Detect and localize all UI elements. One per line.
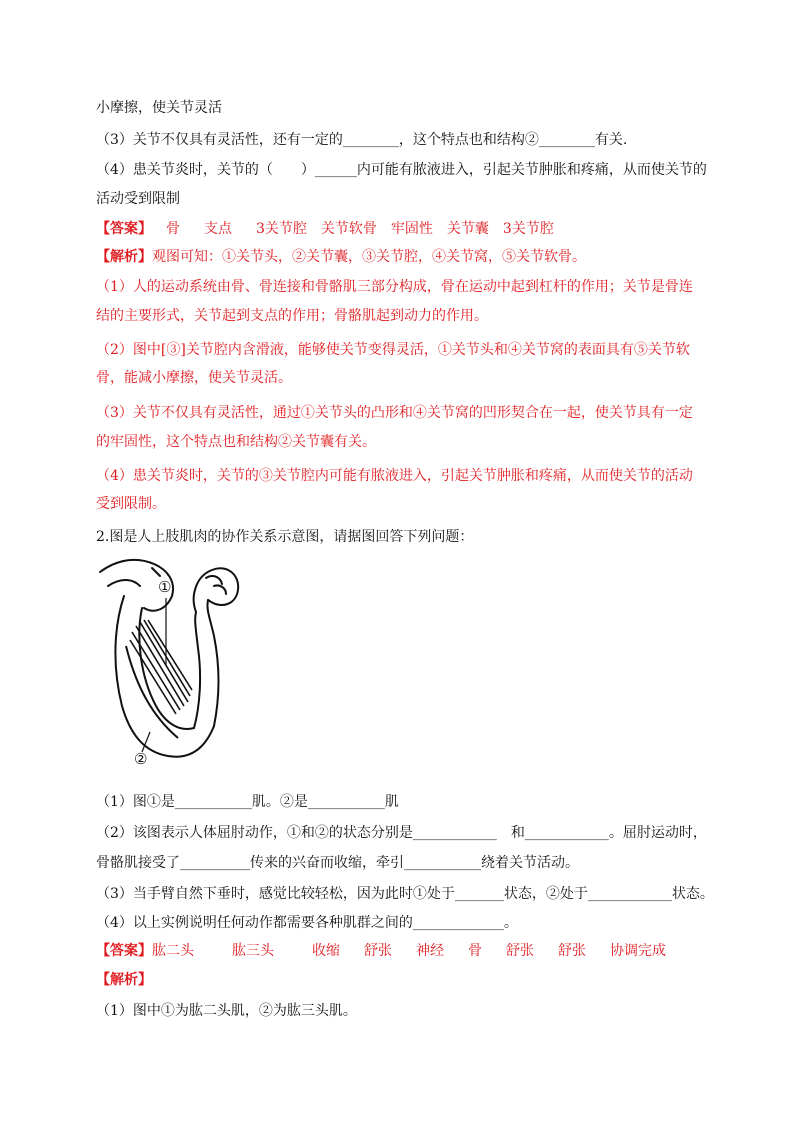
text: 绕着关节活动。 [481, 855, 579, 871]
answer-item: 肱二头 [152, 943, 194, 959]
answer-blank: ______ [314, 162, 357, 178]
text: 小摩擦，使关节灵活 [96, 100, 222, 116]
text: 肌 [384, 794, 399, 810]
text: 状态。 [671, 886, 714, 902]
question-line-4 [96, 160, 707, 180]
answer-blank: ________ [538, 132, 595, 148]
analysis-label: 【解析】 [96, 249, 152, 265]
answer-item: 3关节腔 [502, 221, 554, 237]
question-line-4-cont [96, 189, 180, 209]
answer-item: 支点 [204, 221, 232, 237]
text: 和 [510, 825, 525, 841]
question-2-title [96, 527, 473, 547]
answer-item: 舒张 [506, 943, 534, 959]
answer-item: 关节软骨 [320, 221, 377, 237]
text: 的牢固性，这个特点也和结构②关节囊有关。 [96, 434, 376, 450]
text: （3）关节不仅具有灵活性，还有一定的 [96, 132, 343, 148]
answer-blank: ___________ [404, 855, 481, 871]
text: ，这个特点也和结构② [398, 132, 539, 148]
text-line [96, 98, 222, 118]
answer-item: 肱三头 [232, 943, 274, 959]
answer-item: 骨 [468, 943, 482, 959]
answer-item: 3关节腔 [256, 221, 307, 237]
answer-blank: __________ [180, 855, 250, 871]
analysis-line [96, 340, 690, 360]
text: （4）以上实例说明任何动作都需要各种肌群之间的 [96, 915, 413, 931]
question-2-line-5 [96, 913, 518, 933]
analysis-line [96, 277, 693, 297]
text: 观图可知：①关节头，②关节囊，③关节腔，④关节窝，⑤关节软骨。 [152, 249, 586, 265]
text: （2）该图表示人体屈肘动作，①和②的状态分别是 [96, 825, 413, 841]
text: （4）患关节炎时，关节的（ ） [96, 162, 315, 178]
text: 骨骼肌接受了 [96, 855, 180, 871]
text: 受到限制。 [96, 496, 166, 512]
answer-line [96, 219, 554, 239]
text: 骨，能减小摩擦，使关节灵活。 [96, 370, 292, 386]
text: 结的主要形式，关节起到支点的作用；骨骼肌起到动力的作用。 [96, 308, 488, 324]
question-2-line-3 [96, 853, 579, 873]
answer-item: 舒张 [558, 943, 586, 959]
analysis-line [96, 306, 488, 326]
answer-blank: _____________ [412, 915, 504, 931]
answer-item: 关节囊 [446, 221, 489, 237]
question-2-analysis-line [96, 1001, 357, 1021]
text: （1）图中①为肱二头肌，②为肱三头肌。 [96, 1003, 357, 1019]
answer-label: 【答案】 [96, 943, 152, 959]
figure-label-2: ② [134, 750, 148, 766]
analysis-line [96, 466, 693, 486]
answer-blank: ___________ [307, 794, 385, 810]
text: （1）人的运动系统由骨、骨连接和骨骼肌三部分构成，骨在运动中起到杠杆的作用；关节是骨连 [96, 279, 693, 295]
analysis-label: 【解析】 [96, 972, 152, 988]
text: 有关. [594, 132, 628, 148]
text: （4）患关节炎时，关节的③关节腔内可能有脓液进入，引起关节肿胀和疼痛，从而使关节的活动 [96, 468, 693, 484]
question-2-line-1 [96, 792, 399, 812]
arm-muscle-figure [96, 556, 248, 766]
text: 内可能有脓液进入，引起关节肿胀和疼痛，从而使关节的 [356, 162, 707, 178]
answer-label: 【答案】 [96, 221, 152, 237]
analysis-intro [96, 247, 586, 267]
answer-item: 神经 [416, 943, 444, 959]
text: 肌。②是 [251, 794, 308, 810]
text: （1）图①是 [96, 794, 175, 810]
figure-label-1: ① [158, 578, 172, 596]
answer-item: 牢固性 [390, 221, 433, 237]
answer-blank: _______ [454, 886, 504, 902]
answer-item: 收缩 [312, 943, 340, 959]
answer-blank: ________ [342, 132, 399, 148]
question-2-analysis-label [96, 970, 152, 990]
text: 。屈肘运动时， [608, 825, 707, 841]
analysis-line [96, 368, 292, 388]
question-2-answer-line [96, 941, 666, 961]
question-2-line-4 [96, 884, 714, 904]
question-line-3 [96, 130, 627, 150]
analysis-line [96, 494, 166, 514]
answer-blank: ____________ [412, 825, 497, 841]
text: 2.图是人上肢肌肉的协作关系示意图，请据图回答下列问题： [96, 529, 474, 545]
text: （3）关节不仅具有灵活性，通过①关节头的凸形和④关节窝的凹形契合在一起，使关节具有一定 [96, 405, 693, 421]
text: 状态，②处于 [503, 886, 588, 902]
forearm-outline [207, 600, 218, 726]
answer-blank: ____________ [587, 886, 672, 902]
answer-item: 舒张 [364, 943, 392, 959]
text: 传来的兴奋而收缩，牵引 [250, 855, 404, 871]
analysis-line [96, 432, 376, 452]
text: （3）当手臂自然下垂时，感觉比较轻松，因为此时①处于 [96, 886, 455, 902]
text: （2）图中[③]关节腔内含滑液，能够使关节变得灵活，①关节头和④关节窝的表面具有⑤关节软 [96, 342, 690, 358]
text: 。 [503, 915, 518, 931]
answer-item: 骨 [166, 221, 180, 237]
answer-blank: ____________ [524, 825, 609, 841]
answer-item: 协调完成 [610, 943, 666, 959]
analysis-line [96, 403, 693, 423]
fist-outline [194, 568, 238, 612]
answer-blank: ___________ [174, 794, 252, 810]
text: 活动受到限制 [96, 191, 180, 207]
question-2-line-2 [96, 823, 707, 843]
